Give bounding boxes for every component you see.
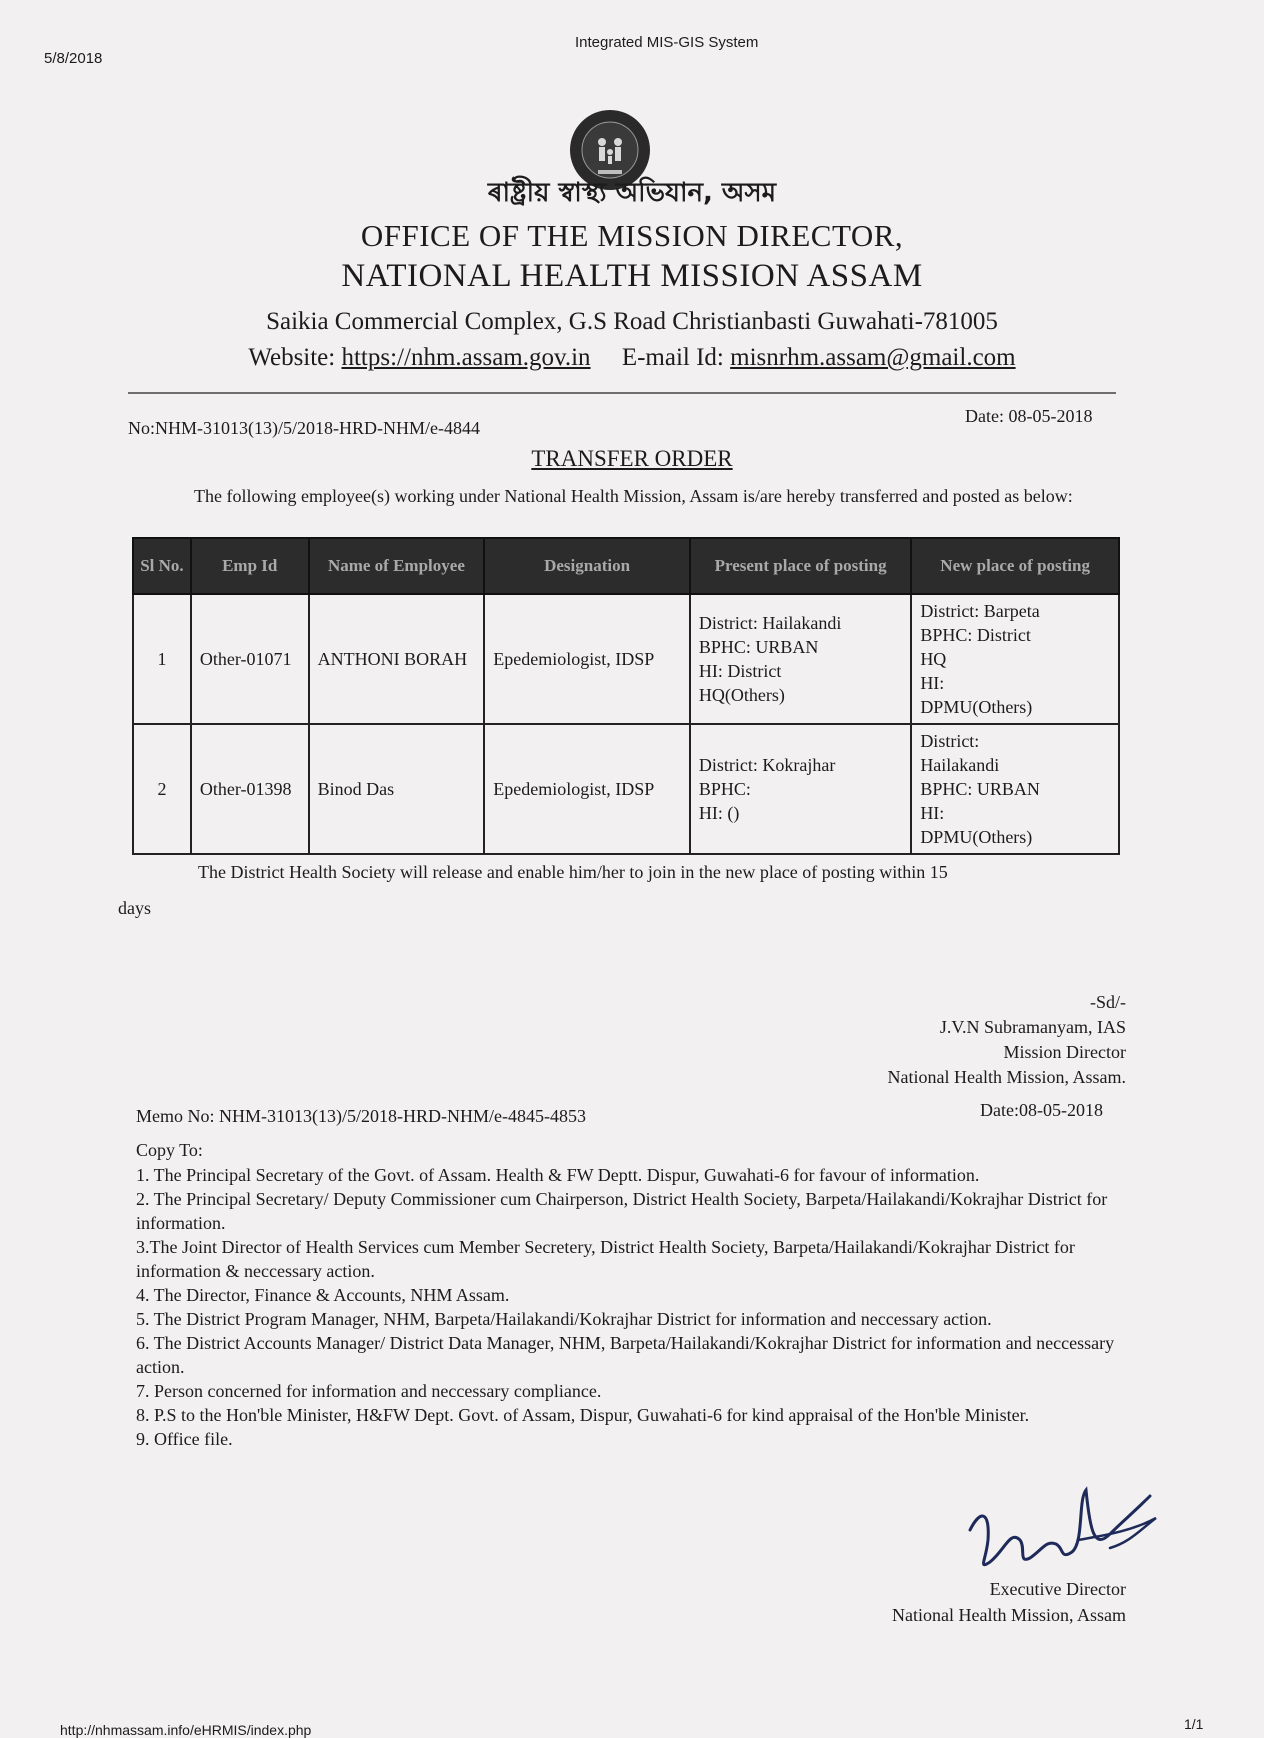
list-item: 9. Office file. bbox=[136, 1429, 233, 1449]
signatory-name: J.V.N Subramanyam, IAS bbox=[939, 1017, 1126, 1037]
release-instruction-end: days bbox=[118, 898, 151, 918]
posting-line: HI: bbox=[920, 803, 945, 823]
print-date: 5/8/2018 bbox=[44, 50, 103, 67]
cell-designation: Epedemiologist, IDSP bbox=[484, 594, 690, 724]
list-item: 4. The Director, Finance & Accounts, NHM Assam. bbox=[136, 1285, 510, 1305]
posting-line: District: Hailakandi bbox=[698, 613, 842, 633]
order-title: TRANSFER ORDER bbox=[531, 446, 733, 471]
posting-line: BPHC: URBAN bbox=[920, 779, 1040, 799]
posting-line: District: Kokrajhar bbox=[698, 755, 836, 775]
cell-name: Binod Das bbox=[309, 724, 485, 854]
organization-title: NATIONAL HEALTH MISSION ASSAM bbox=[341, 258, 923, 294]
posting-line: BPHC: bbox=[698, 779, 751, 799]
cell-new-posting bbox=[911, 724, 1119, 854]
contact-line bbox=[0, 344, 1264, 372]
cell-present-posting bbox=[690, 594, 911, 724]
office-address: Saikia Commercial Complex, G.S Road Christianbasti Guwahati-781005 bbox=[266, 308, 998, 335]
posting-line: Hailakandi bbox=[920, 755, 1000, 775]
website-link[interactable]: https://nhm.assam.gov.in bbox=[341, 344, 591, 371]
email-link[interactable]: misnrhm.assam@gmail.com bbox=[730, 344, 1016, 371]
signatory-block bbox=[800, 990, 1126, 1090]
posting-line: HQ(Others) bbox=[698, 685, 785, 705]
list-item: 7. Person concerned for information and neccessary compliance. bbox=[136, 1381, 602, 1401]
memo-number: Memo No: NHM-31013(13)/5/2018-HRD-NHM/e-4845-4853 bbox=[136, 1106, 586, 1126]
cell-present-posting bbox=[690, 724, 911, 854]
executive-org: National Health Mission, Assam bbox=[892, 1605, 1126, 1625]
office-title: OFFICE OF THE MISSION DIRECTOR, bbox=[360, 218, 904, 253]
list-item: 2. The Principal Secretary/ Deputy Commissioner cum Chairperson, District Health Society, Barpeta/Hailakandi/Kokrajhar District for information. bbox=[136, 1189, 1108, 1233]
col-header-present-posting: Present place of posting bbox=[690, 538, 911, 594]
handwritten-signature-icon bbox=[960, 1470, 1160, 1590]
cell-name: ANTHONI BORAH bbox=[309, 594, 485, 724]
header-divider bbox=[128, 392, 1116, 394]
posting-line: HI: District bbox=[698, 661, 782, 681]
signatory-org: National Health Mission, Assam. bbox=[887, 1067, 1126, 1087]
col-header-designation: Designation bbox=[484, 538, 690, 594]
cell-emp-id: Other-01071 bbox=[191, 594, 309, 724]
posting-line: BPHC: District bbox=[920, 625, 1031, 645]
list-item: 8. P.S to the Hon'ble Minister, H&FW Dept. Govt. of Assam, Dispur, Guwahati-6 for kind appraisal of the Hon'ble Minister. bbox=[136, 1405, 1030, 1425]
copy-to-label: Copy To: bbox=[136, 1140, 203, 1160]
cell-designation: Epedemiologist, IDSP bbox=[484, 724, 690, 854]
signatory-title: Mission Director bbox=[1003, 1042, 1126, 1062]
posting-line: BPHC: URBAN bbox=[698, 637, 819, 657]
copy-list bbox=[136, 1163, 1126, 1451]
col-header-sl: Sl No. bbox=[133, 538, 191, 594]
footer-url: http://nhmassam.info/eHRMIS/index.php bbox=[60, 1722, 312, 1738]
sd-mark: -Sd/- bbox=[1090, 992, 1126, 1012]
system-name: Integrated MIS-GIS System bbox=[575, 34, 759, 51]
transfer-table bbox=[132, 537, 1120, 855]
cell-emp-id: Other-01398 bbox=[191, 724, 309, 854]
posting-line: District: bbox=[920, 731, 980, 751]
list-item: 1. The Principal Secretary of the Govt. of Assam. Health & FW Deptt. Dispur, Guwahati-6 for favour of information. bbox=[136, 1165, 980, 1185]
table-header-row bbox=[133, 538, 1119, 594]
website-label: Website: bbox=[248, 344, 336, 371]
posting-line: DPMU(Others) bbox=[920, 697, 1033, 717]
posting-line: DPMU(Others) bbox=[920, 827, 1033, 847]
posting-line: HI: bbox=[920, 673, 945, 693]
bengali-org-name: ৰাষ্ট্ৰীয় স্বাস্থ্য অভিযান, অসম bbox=[487, 178, 777, 208]
posting-line: HI: () bbox=[698, 803, 740, 823]
order-date: Date: 08-05-2018 bbox=[965, 406, 1093, 426]
order-number: No:NHM-31013(13)/5/2018-HRD-NHM/e-4844 bbox=[128, 418, 480, 438]
release-instruction: The District Health Society will release and enable him/her to join in the new place of posting within 15 bbox=[198, 862, 948, 882]
posting-line: HQ bbox=[920, 649, 947, 669]
col-header-new-posting: New place of posting bbox=[911, 538, 1119, 594]
posting-line: District: Barpeta bbox=[920, 601, 1040, 621]
list-item: 6. The District Accounts Manager/ District Data Manager, NHM, Barpeta/Hailakandi/Kokrajhar District for information and neccessary action. bbox=[136, 1333, 1115, 1377]
executive-block bbox=[800, 1576, 1126, 1628]
memo-date: Date:08-05-2018 bbox=[980, 1100, 1103, 1120]
list-item: 3.The Joint Director of Health Services cum Member Secretery, District Health Society, Barpeta/Hailakandi/Kokrajhar District for information & neccessary action. bbox=[136, 1237, 1075, 1281]
cell-new-posting bbox=[911, 594, 1119, 724]
email-label: E-mail Id: bbox=[621, 344, 724, 371]
page-number: 1/1 bbox=[1184, 1716, 1204, 1732]
col-header-emp-id: Emp Id bbox=[191, 538, 309, 594]
table-row bbox=[133, 594, 1119, 724]
cell-sl: 2 bbox=[133, 724, 191, 854]
table-row bbox=[133, 724, 1119, 854]
executive-title: Executive Director bbox=[989, 1579, 1126, 1599]
order-intro: The following employee(s) working under National Health Mission, Assam is/are hereby transferred and posted as below: bbox=[194, 486, 1073, 506]
col-header-name: Name of Employee bbox=[309, 538, 485, 594]
list-item: 5. The District Program Manager, NHM, Barpeta/Hailakandi/Kokrajhar District for information and neccessary action. bbox=[136, 1309, 992, 1329]
cell-sl: 1 bbox=[133, 594, 191, 724]
